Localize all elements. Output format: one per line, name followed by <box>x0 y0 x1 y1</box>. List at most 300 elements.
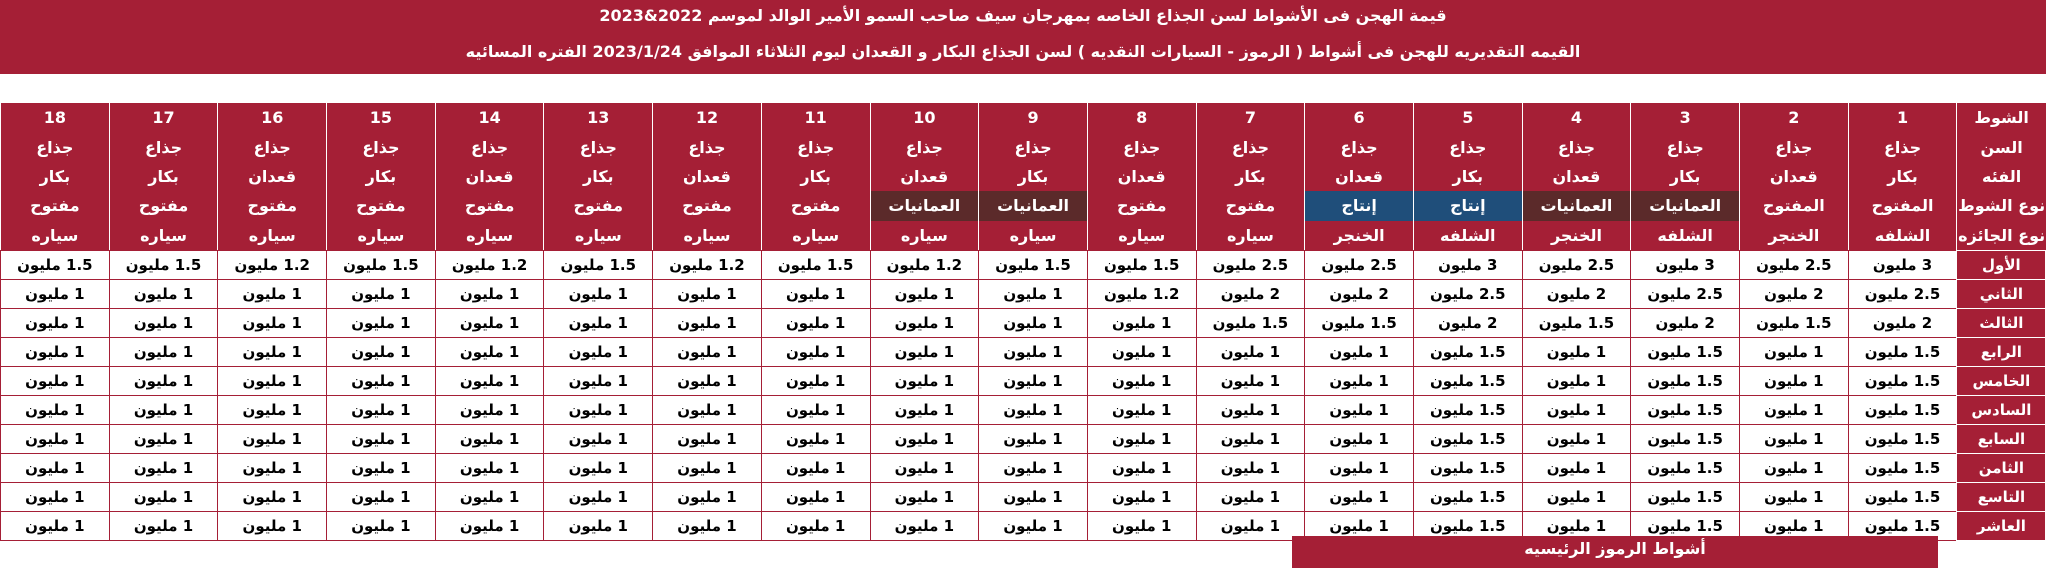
value-cell: 1.5 مليون <box>1 250 110 279</box>
race-13-category: بكار <box>544 162 653 191</box>
value-cell: 1.5 مليون <box>1631 453 1740 482</box>
race-3-age: جذاع <box>1631 132 1740 161</box>
value-cell: 1 مليون <box>109 337 218 366</box>
table-row <box>1 453 2046 482</box>
value-cell: 1.5 مليون <box>1631 337 1740 366</box>
rank-label: السادس <box>1957 395 2046 424</box>
race-11-race-type: مفتوح <box>761 191 870 220</box>
value-cell: 1 مليون <box>544 453 653 482</box>
race-10-category: قعدان <box>870 162 979 191</box>
race-14-age: جذاع <box>435 132 544 161</box>
value-cell: 1 مليون <box>218 308 327 337</box>
value-cell: 1 مليون <box>979 482 1088 511</box>
race-12-category: قعدان <box>653 162 762 191</box>
value-cell: 1 مليون <box>1740 337 1849 366</box>
race-4-age: جذاع <box>1522 132 1631 161</box>
value-cell: 1 مليون <box>1196 337 1305 366</box>
value-cell: 1 مليون <box>653 511 762 540</box>
value-cell: 1 مليون <box>1522 424 1631 453</box>
value-cell: 1 مليون <box>435 395 544 424</box>
race-13-race-type: مفتوح <box>544 191 653 220</box>
race-17-race-number: 17 <box>109 103 218 132</box>
race-18-prize-type: سياره <box>1 221 110 251</box>
value-cell: 1 مليون <box>327 424 436 453</box>
value-cell: 1.5 مليون <box>1740 308 1849 337</box>
race-12-race-number: 12 <box>653 103 762 132</box>
value-cell: 1 مليون <box>218 453 327 482</box>
value-cell: 1 مليون <box>979 453 1088 482</box>
table-row <box>1 337 2046 366</box>
value-cell: 1 مليون <box>1 395 110 424</box>
value-cell: 1 مليون <box>653 308 762 337</box>
race-11-category: بكار <box>761 162 870 191</box>
value-cell: 1 مليون <box>1087 308 1196 337</box>
value-cell: 1 مليون <box>435 511 544 540</box>
value-cell: 1 مليون <box>544 424 653 453</box>
value-cell: 1 مليون <box>870 395 979 424</box>
value-cell: 1.5 مليون <box>1848 453 1957 482</box>
value-cell: 1 مليون <box>218 366 327 395</box>
race-5-category: بكار <box>1413 162 1522 191</box>
race-9-race-type: العمانيات <box>979 191 1088 220</box>
value-cell: 1.5 مليون <box>1305 308 1414 337</box>
race-8-prize-type: سياره <box>1087 221 1196 251</box>
value-cell: 1 مليون <box>870 511 979 540</box>
value-cell: 1.5 مليون <box>1631 482 1740 511</box>
value-cell: 1 مليون <box>1087 424 1196 453</box>
race-6-race-type: إنتاج <box>1305 191 1414 220</box>
value-cell: 1 مليون <box>979 308 1088 337</box>
table-row <box>1 395 2046 424</box>
value-cell: 1.5 مليون <box>1413 424 1522 453</box>
value-cell: 1 مليون <box>1 511 110 540</box>
race-17-race-type: مفتوح <box>109 191 218 220</box>
race-5-prize-type: الشلفه <box>1413 221 1522 251</box>
rank-label: الأول <box>1957 250 2046 279</box>
value-cell: 2.5 مليون <box>1522 250 1631 279</box>
value-cell: 1 مليون <box>653 337 762 366</box>
value-cell: 1 مليون <box>544 482 653 511</box>
value-cell: 1 مليون <box>1 453 110 482</box>
race-5-age: جذاع <box>1413 132 1522 161</box>
rank-label: السابع <box>1957 424 2046 453</box>
value-cell: 1 مليون <box>1740 482 1849 511</box>
value-cell: 2 مليون <box>1740 279 1849 308</box>
value-cell: 2 مليون <box>1848 308 1957 337</box>
race-3-category: بكار <box>1631 162 1740 191</box>
value-cell: 1 مليون <box>544 366 653 395</box>
race-8-age: جذاع <box>1087 132 1196 161</box>
value-cell: 1 مليون <box>544 308 653 337</box>
table-row <box>1 366 2046 395</box>
value-cell: 1 مليون <box>1 337 110 366</box>
value-cell: 1.2 مليون <box>870 250 979 279</box>
race-6-prize-type: الخنجر <box>1305 221 1414 251</box>
value-cell: 1 مليون <box>653 453 762 482</box>
race-7-category: بكار <box>1196 162 1305 191</box>
table-row <box>1 424 2046 453</box>
race-10-race-number: 10 <box>870 103 979 132</box>
race-7-age: جذاع <box>1196 132 1305 161</box>
title-line-2: القيمه التقديريه للهجن فى أشواط ( الرموز - السيارات النقديه ) لسن الجذاع البكار و القعدان ليوم الثلاثاء الموافق 2023/1/24 الفتره المسائيه <box>465 42 1581 61</box>
value-cell: 1 مليون <box>1 366 110 395</box>
value-cell: 1 مليون <box>1196 511 1305 540</box>
race-18-age: جذاع <box>1 132 110 161</box>
value-cell: 1.5 مليون <box>1631 424 1740 453</box>
value-cell: 1 مليون <box>979 337 1088 366</box>
value-cell: 1.5 مليون <box>1087 250 1196 279</box>
value-cell: 1 مليون <box>544 337 653 366</box>
race-16-age: جذاع <box>218 132 327 161</box>
main-symbol-races-label: أشواط الرموز الرئيسيه <box>1292 536 1938 568</box>
value-cell: 1 مليون <box>218 337 327 366</box>
value-cell: 1 مليون <box>761 395 870 424</box>
header-label-age: السن <box>1957 132 2046 161</box>
race-16-race-number: 16 <box>218 103 327 132</box>
race-13-prize-type: سياره <box>544 221 653 251</box>
value-cell: 1 مليون <box>327 482 436 511</box>
table-row <box>1 308 2046 337</box>
rank-label: الثالث <box>1957 308 2046 337</box>
value-cell: 1 مليون <box>761 511 870 540</box>
value-cell: 1.2 مليون <box>653 250 762 279</box>
value-cell: 2.5 مليون <box>1305 250 1414 279</box>
table-row <box>1 250 2046 279</box>
value-cell: 1 مليون <box>109 308 218 337</box>
race-14-category: قعدان <box>435 162 544 191</box>
value-cell: 1 مليون <box>1 279 110 308</box>
value-cell: 1 مليون <box>1305 337 1414 366</box>
value-cell: 1 مليون <box>1522 482 1631 511</box>
value-cell: 1 مليون <box>1087 482 1196 511</box>
race-4-prize-type: الخنجر <box>1522 221 1631 251</box>
value-cell: 1 مليون <box>1087 366 1196 395</box>
race-15-race-type: مفتوح <box>327 191 436 220</box>
value-cell: 3 مليون <box>1413 250 1522 279</box>
race-15-category: بكار <box>327 162 436 191</box>
value-cell: 1 مليون <box>761 482 870 511</box>
value-cell: 1 مليون <box>1740 424 1849 453</box>
value-cell: 1 مليون <box>1196 424 1305 453</box>
value-cell: 1 مليون <box>435 424 544 453</box>
race-8-category: قعدان <box>1087 162 1196 191</box>
value-cell: 2 مليون <box>1413 308 1522 337</box>
race-2-race-type: المفتوح <box>1740 191 1849 220</box>
race-14-prize-type: سياره <box>435 221 544 251</box>
race-3-prize-type: الشلفه <box>1631 221 1740 251</box>
value-cell: 1 مليون <box>218 424 327 453</box>
value-cell: 1.5 مليون <box>1848 424 1957 453</box>
value-cell: 1 مليون <box>1305 395 1414 424</box>
value-cell: 1 مليون <box>870 308 979 337</box>
value-cell: 1 مليون <box>327 395 436 424</box>
value-cell: 1 مليون <box>979 366 1088 395</box>
value-cell: 1 مليون <box>1740 511 1849 540</box>
race-7-race-type: مفتوح <box>1196 191 1305 220</box>
race-16-prize-type: سياره <box>218 221 327 251</box>
value-cell: 1 مليون <box>653 482 762 511</box>
value-cell: 1 مليون <box>870 453 979 482</box>
race-15-age: جذاع <box>327 132 436 161</box>
value-cell: 1 مليون <box>1522 337 1631 366</box>
value-cell: 1 مليون <box>218 482 327 511</box>
value-cell: 1 مليون <box>435 453 544 482</box>
value-cell: 1 مليون <box>1522 453 1631 482</box>
value-cell: 1 مليون <box>1087 511 1196 540</box>
race-12-prize-type: سياره <box>653 221 762 251</box>
title-line-1: قيمة الهجن فى الأشواط لسن الجذاع الخاصه بمهرجان سيف صاحب السمو الأمير الوالد لموسم 2022&2023 <box>599 6 1447 25</box>
value-cell: 1 مليون <box>327 308 436 337</box>
value-cell: 1 مليون <box>1196 453 1305 482</box>
value-cell: 2.5 مليون <box>1740 250 1849 279</box>
race-11-race-number: 11 <box>761 103 870 132</box>
race-1-race-number: 1 <box>1848 103 1957 132</box>
value-cell: 1 مليون <box>109 453 218 482</box>
race-11-age: جذاع <box>761 132 870 161</box>
value-cell: 1 مليون <box>327 279 436 308</box>
value-cell: 1 مليون <box>979 279 1088 308</box>
value-cell: 1 مليون <box>761 308 870 337</box>
race-4-race-type: العمانيات <box>1522 191 1631 220</box>
value-cell: 1.5 مليون <box>109 250 218 279</box>
header-label-race-number: الشوط <box>1957 103 2046 132</box>
race-17-age: جذاع <box>109 132 218 161</box>
value-cell: 1 مليون <box>327 511 436 540</box>
value-cell: 1 مليون <box>1087 337 1196 366</box>
value-cell: 3 مليون <box>1631 250 1740 279</box>
race-5-race-number: 5 <box>1413 103 1522 132</box>
value-cell: 1 مليون <box>109 511 218 540</box>
header-label-category: الفئه <box>1957 162 2046 191</box>
value-cell: 1 مليون <box>544 279 653 308</box>
value-cell: 1.5 مليون <box>1413 366 1522 395</box>
value-cell: 1 مليون <box>870 482 979 511</box>
value-cell: 1 مليون <box>109 279 218 308</box>
value-cell: 1 مليون <box>761 453 870 482</box>
value-cell: 2.5 مليون <box>1196 250 1305 279</box>
value-cell: 1 مليون <box>870 279 979 308</box>
race-9-category: بكار <box>979 162 1088 191</box>
race-11-prize-type: سياره <box>761 221 870 251</box>
value-cell: 1 مليون <box>1 308 110 337</box>
value-cell: 1 مليون <box>1522 511 1631 540</box>
value-cell: 1 مليون <box>1 482 110 511</box>
rank-label: العاشر <box>1957 511 2046 540</box>
value-cell: 2.5 مليون <box>1631 279 1740 308</box>
value-cell: 1.5 مليون <box>1413 482 1522 511</box>
rank-label: الثاني <box>1957 279 2046 308</box>
value-cell: 1.5 مليون <box>1848 482 1957 511</box>
value-cell: 1.5 مليون <box>1631 511 1740 540</box>
value-cell: 1.2 مليون <box>218 250 327 279</box>
value-cell: 1 مليون <box>109 424 218 453</box>
value-cell: 1 مليون <box>435 308 544 337</box>
value-cell: 1 مليون <box>218 279 327 308</box>
race-2-age: جذاع <box>1740 132 1849 161</box>
value-cell: 1 مليون <box>979 511 1088 540</box>
race-17-category: بكار <box>109 162 218 191</box>
race-6-age: جذاع <box>1305 132 1414 161</box>
header-row-race-type <box>1 191 2046 220</box>
race-1-category: بكار <box>1848 162 1957 191</box>
value-cell: 1.5 مليون <box>761 250 870 279</box>
value-cell: 1 مليون <box>544 395 653 424</box>
race-8-race-type: مفتوح <box>1087 191 1196 220</box>
race-15-prize-type: سياره <box>327 221 436 251</box>
header-label-race-type: نوع الشوط <box>1957 191 2046 220</box>
value-cell: 2 مليون <box>1631 308 1740 337</box>
value-cell: 1.2 مليون <box>435 250 544 279</box>
value-cell: 1 مليون <box>653 279 762 308</box>
value-cell: 1 مليون <box>327 453 436 482</box>
race-values-table <box>0 103 2046 541</box>
rank-label: الرابع <box>1957 337 2046 366</box>
race-3-race-type: العمانيات <box>1631 191 1740 220</box>
race-17-prize-type: سياره <box>109 221 218 251</box>
race-18-race-number: 18 <box>1 103 110 132</box>
race-6-race-number: 6 <box>1305 103 1414 132</box>
rank-label: الثامن <box>1957 453 2046 482</box>
value-cell: 1.5 مليون <box>979 250 1088 279</box>
race-4-category: قعدان <box>1522 162 1631 191</box>
header-row-category <box>1 162 2046 191</box>
race-3-race-number: 3 <box>1631 103 1740 132</box>
header-row-race-number <box>1 103 2046 132</box>
race-13-age: جذاع <box>544 132 653 161</box>
value-cell: 1 مليون <box>218 511 327 540</box>
value-cell: 1 مليون <box>870 366 979 395</box>
race-14-race-type: مفتوح <box>435 191 544 220</box>
race-6-category: قعدان <box>1305 162 1414 191</box>
value-cell: 1 مليون <box>435 482 544 511</box>
race-9-prize-type: سياره <box>979 221 1088 251</box>
value-cell: 2 مليون <box>1522 279 1631 308</box>
race-15-race-number: 15 <box>327 103 436 132</box>
race-1-age: جذاع <box>1848 132 1957 161</box>
race-12-age: جذاع <box>653 132 762 161</box>
value-cell: 1 مليون <box>870 424 979 453</box>
value-cell: 1 مليون <box>1087 395 1196 424</box>
race-9-race-number: 9 <box>979 103 1088 132</box>
value-cell: 1.5 مليون <box>327 250 436 279</box>
race-9-age: جذاع <box>979 132 1088 161</box>
race-10-race-type: العمانيات <box>870 191 979 220</box>
value-cell: 2 مليون <box>1305 279 1414 308</box>
value-cell: 2 مليون <box>1196 279 1305 308</box>
value-cell: 1 مليون <box>1305 511 1414 540</box>
race-14-race-number: 14 <box>435 103 544 132</box>
race-12-race-type: مفتوح <box>653 191 762 220</box>
value-cell: 1.5 مليون <box>1848 511 1957 540</box>
value-cell: 1 مليون <box>761 337 870 366</box>
value-cell: 1 مليون <box>979 424 1088 453</box>
value-cell: 1.5 مليون <box>544 250 653 279</box>
value-cell: 1 مليون <box>327 337 436 366</box>
value-cell: 1 مليون <box>761 366 870 395</box>
race-16-race-type: مفتوح <box>218 191 327 220</box>
value-cell: 1 مليون <box>1196 482 1305 511</box>
value-cell: 1 مليون <box>109 482 218 511</box>
race-5-race-type: إنتاج <box>1413 191 1522 220</box>
value-cell: 1 مليون <box>1305 482 1414 511</box>
race-2-race-number: 2 <box>1740 103 1849 132</box>
value-cell: 1 مليون <box>1196 366 1305 395</box>
value-cell: 1 مليون <box>1305 424 1414 453</box>
value-cell: 1 مليون <box>653 424 762 453</box>
race-13-race-number: 13 <box>544 103 653 132</box>
value-cell: 1.5 مليون <box>1413 395 1522 424</box>
value-cell: 1 مليون <box>1740 453 1849 482</box>
value-cell: 1 مليون <box>1087 453 1196 482</box>
value-cell: 1 مليون <box>1 424 110 453</box>
value-cell: 1.5 مليون <box>1848 337 1957 366</box>
value-cell: 1.5 مليون <box>1631 395 1740 424</box>
race-8-race-number: 8 <box>1087 103 1196 132</box>
header-label-prize-type: نوع الجائزه <box>1957 221 2046 251</box>
race-4-race-number: 4 <box>1522 103 1631 132</box>
race-16-category: قعدان <box>218 162 327 191</box>
value-cell: 1 مليون <box>327 366 436 395</box>
table-row <box>1 482 2046 511</box>
rank-label: التاسع <box>1957 482 2046 511</box>
value-cell: 1 مليون <box>544 511 653 540</box>
value-cell: 1.5 مليون <box>1631 366 1740 395</box>
value-cell: 1.5 مليون <box>1413 337 1522 366</box>
value-cell: 1 مليون <box>218 395 327 424</box>
race-2-prize-type: الخنجر <box>1740 221 1849 251</box>
value-cell: 1 مليون <box>435 337 544 366</box>
race-10-prize-type: سياره <box>870 221 979 251</box>
value-cell: 1 مليون <box>761 279 870 308</box>
race-2-category: قعدان <box>1740 162 1849 191</box>
race-1-race-type: المفتوح <box>1848 191 1957 220</box>
value-cell: 1 مليون <box>653 366 762 395</box>
race-7-race-number: 7 <box>1196 103 1305 132</box>
value-cell: 1 مليون <box>1196 395 1305 424</box>
value-cell: 1.5 مليون <box>1413 453 1522 482</box>
value-cell: 2.5 مليون <box>1848 279 1957 308</box>
value-cell: 1.5 مليون <box>1196 308 1305 337</box>
value-cell: 1 مليون <box>1305 453 1414 482</box>
value-cell: 1 مليون <box>870 337 979 366</box>
value-cell: 3 مليون <box>1848 250 1957 279</box>
value-cell: 1 مليون <box>979 395 1088 424</box>
race-10-age: جذاع <box>870 132 979 161</box>
value-cell: 1 مليون <box>109 366 218 395</box>
header-row-age <box>1 132 2046 161</box>
title-banner <box>0 0 2046 74</box>
race-18-race-type: مفتوح <box>1 191 110 220</box>
value-cell: 1 مليون <box>1740 366 1849 395</box>
value-cell: 1 مليون <box>1522 366 1631 395</box>
value-cell: 1 مليون <box>435 279 544 308</box>
race-18-category: بكار <box>1 162 110 191</box>
value-cell: 1 مليون <box>761 424 870 453</box>
value-cell: 1 مليون <box>1522 395 1631 424</box>
value-cell: 2.5 مليون <box>1413 279 1522 308</box>
header-row-prize-type <box>1 221 2046 251</box>
value-cell: 1.2 مليون <box>1087 279 1196 308</box>
value-cell: 1.5 مليون <box>1848 366 1957 395</box>
value-cell: 1 مليون <box>653 395 762 424</box>
race-1-prize-type: الشلفه <box>1848 221 1957 251</box>
value-cell: 1 مليون <box>109 395 218 424</box>
value-cell: 1 مليون <box>1305 366 1414 395</box>
value-cell: 1.5 مليون <box>1413 511 1522 540</box>
value-cell: 1.5 مليون <box>1848 395 1957 424</box>
race-7-prize-type: سياره <box>1196 221 1305 251</box>
value-cell: 1 مليون <box>1740 395 1849 424</box>
